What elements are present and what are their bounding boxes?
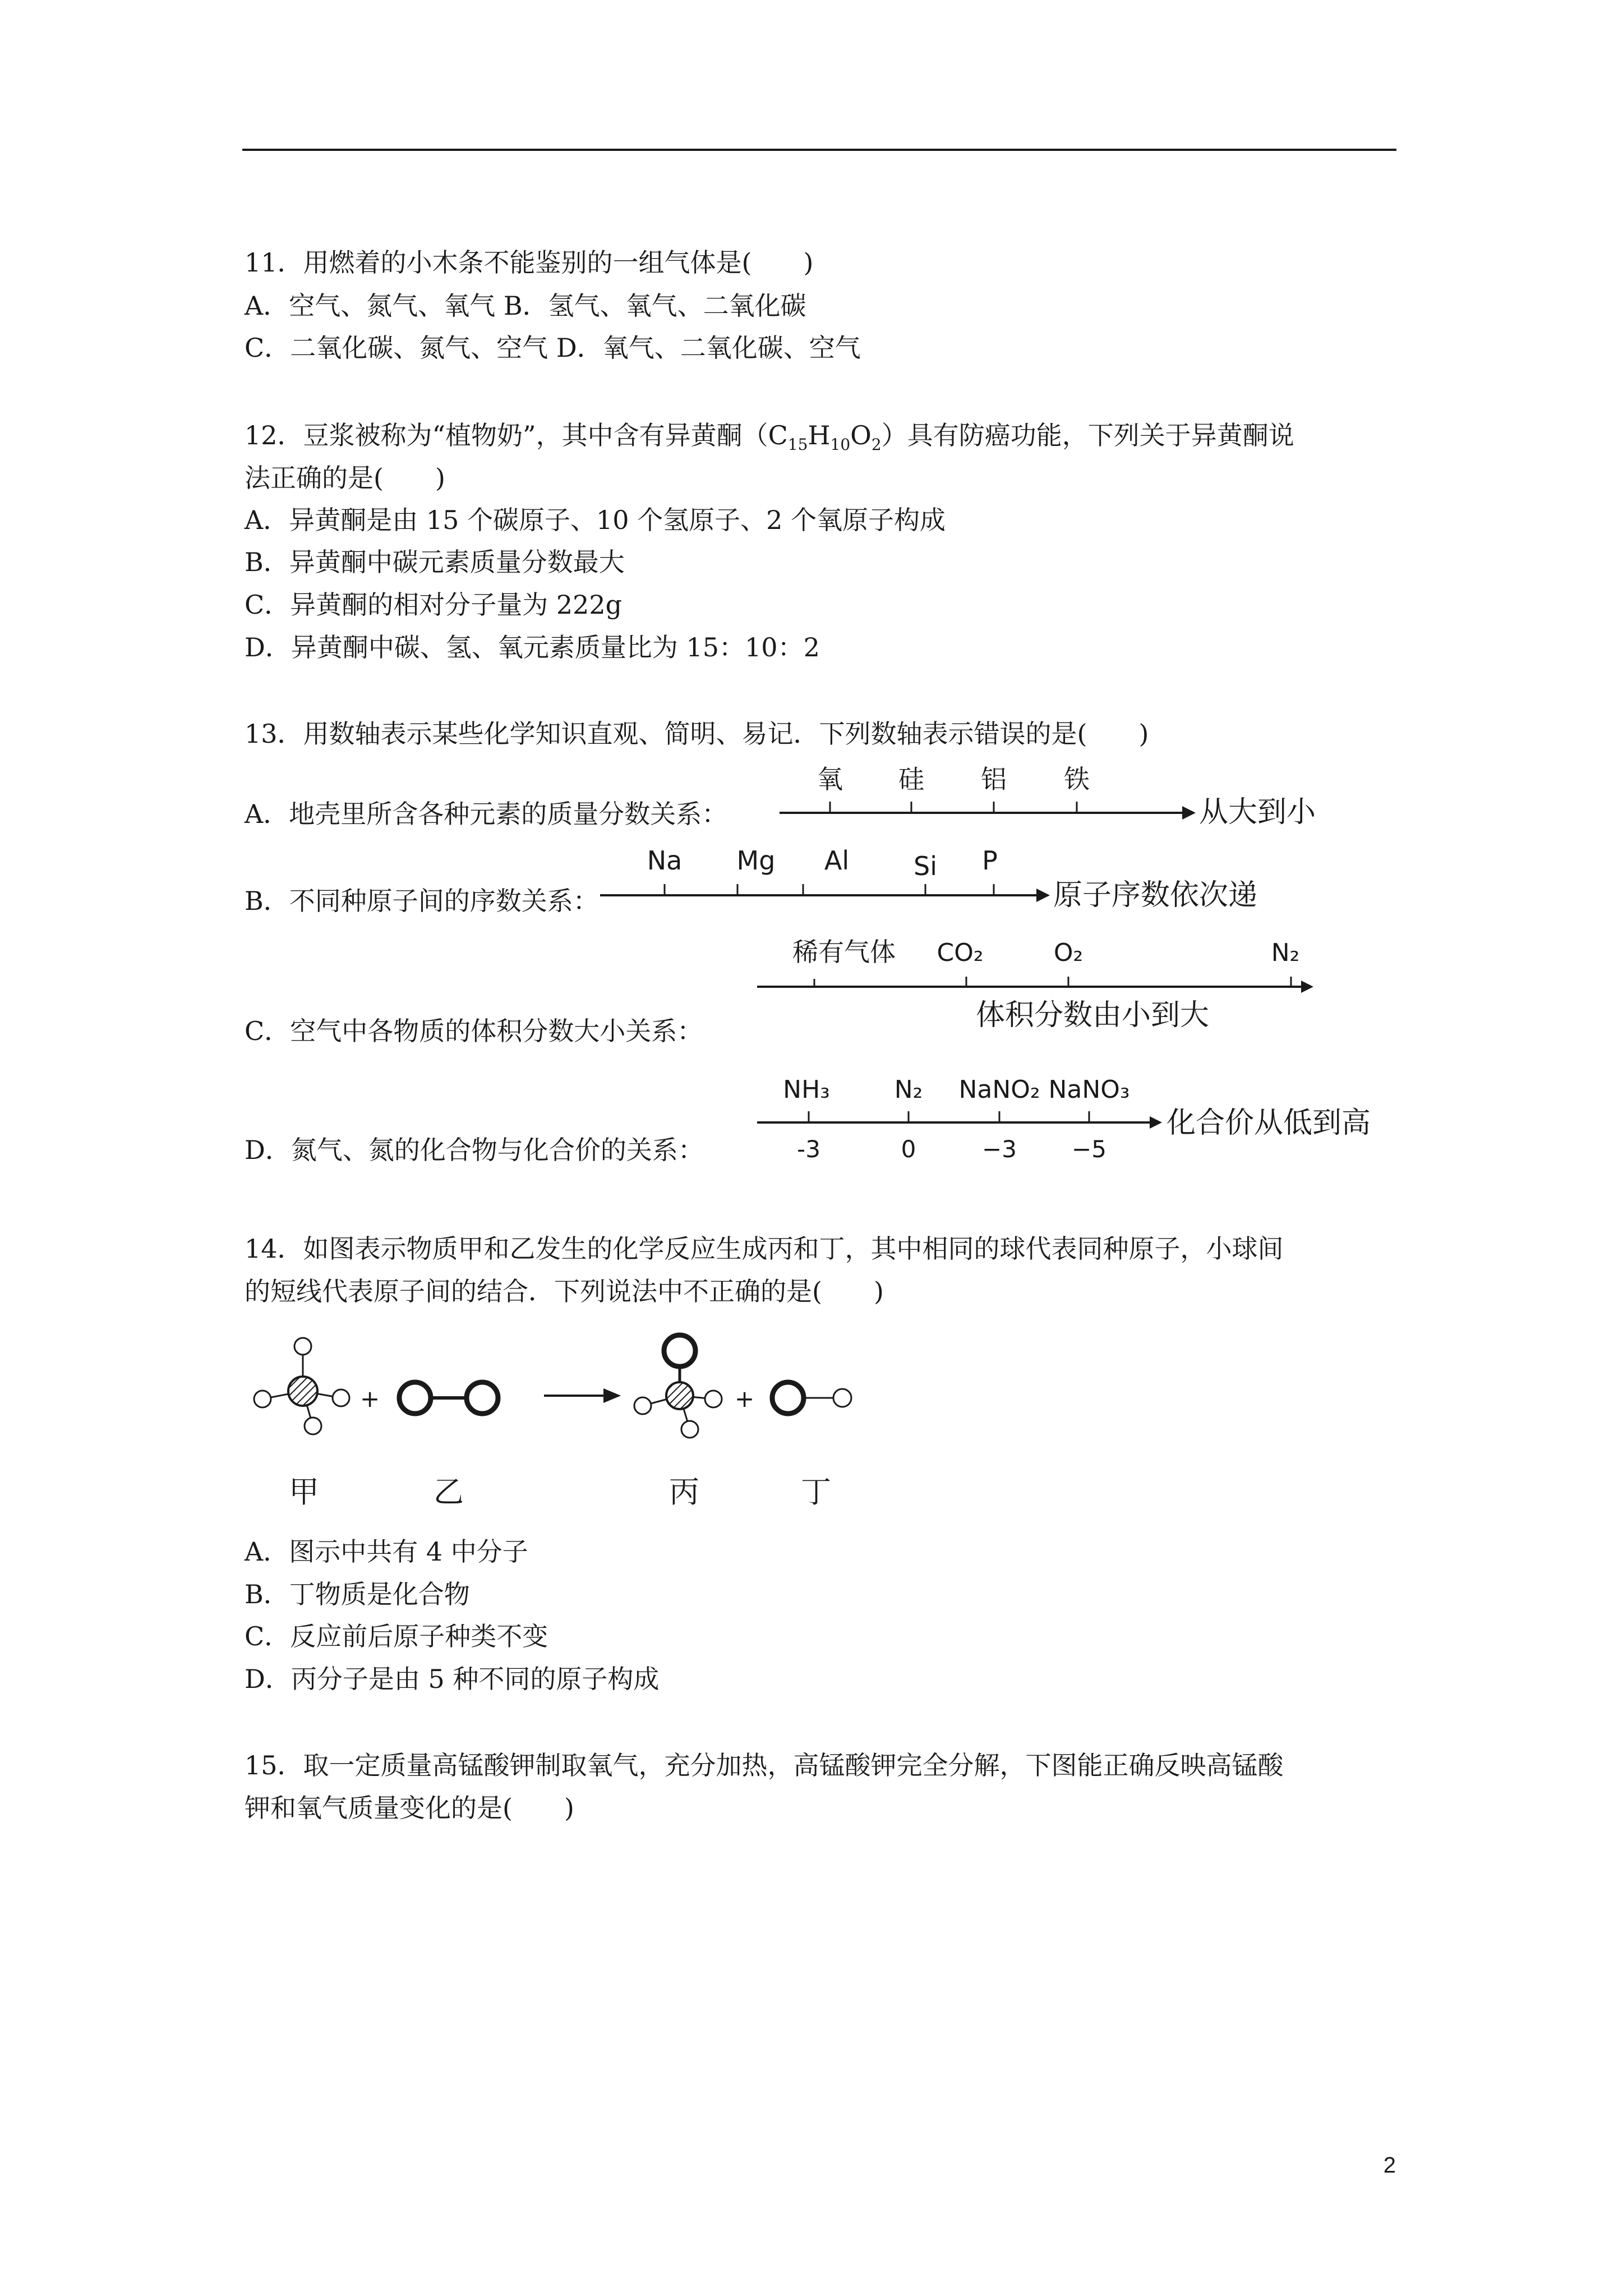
q14-stem-line2: 的短线代表原子间的结合．下列说法中不正确的是( ): [245, 1276, 884, 1306]
q11-stem: 11．用燃着的小木条不能鉴别的一组气体是( ): [245, 247, 814, 278]
q13-b-tick-al: Al: [824, 845, 850, 876]
header-rule: [242, 149, 1396, 151]
q13-stem: 13．用数轴表示某些化学知识直观、简明、易记．下列数轴表示错误的是( ): [245, 719, 1149, 749]
q13-d-tick-nano3: NaNO₃: [1048, 1075, 1130, 1104]
q13-a-tick-oxygen: 氧: [817, 764, 843, 794]
q15-stem-line2: 钾和氧气质量变化的是( ): [245, 1793, 574, 1823]
q13-d-arrow-label: 化合价从低到高: [1166, 1106, 1371, 1140]
q15-stem-line1: 15．取一定质量高锰酸钾制取氧气，充分加热，高锰酸钾完全分解，下图能正确反映高锰酸: [245, 1750, 1284, 1780]
q13-option-a-label: A．地壳里所含各种元素的质量分数关系：: [245, 799, 728, 829]
q13-d-value-nano2: −3: [982, 1135, 1017, 1163]
q14-option-a: A．图示中共有 4 中分子: [245, 1536, 528, 1567]
q11-options-ab: A．空气、氮气、氧气 B．氢气、氧气、二氧化碳: [245, 291, 806, 321]
q13-c-tick-n2: N₂: [1271, 938, 1300, 967]
q11-options-cd: C．二氧化碳、氮气、空气 D．氧气、二氧化碳、空气: [245, 333, 861, 363]
q14-reaction-diagram: [241, 1324, 914, 1515]
q14-molecule-bing: [634, 1335, 722, 1438]
q13-a-tick-aluminum: 铝: [981, 764, 1007, 794]
q14-option-b: B．丁物质是化合物: [245, 1579, 470, 1609]
q12-option-b: B．异黄酮中碳元素质量分数最大: [245, 547, 625, 577]
q13-c-tick-co2: CO₂: [937, 938, 984, 967]
q13-c-tick-o2: O₂: [1053, 938, 1083, 967]
q12-option-c: C．异黄酮的相对分子量为 222g: [245, 590, 623, 620]
q14-plus-1: +: [360, 1385, 380, 1412]
q13-d-tick-nano2: NaNO₂: [958, 1075, 1040, 1104]
q13-b-tick-mg: Mg: [736, 845, 776, 876]
q13-a-tick-silicon: 硅: [898, 764, 924, 794]
q13-option-d-label: D．氮气、氮的化合物与化合价的关系：: [245, 1135, 704, 1165]
q13-c-tick-noble-gas: 稀有气体: [792, 937, 896, 967]
q13-axis-a: [774, 754, 1335, 833]
q13-d-value-nano3: −5: [1072, 1135, 1106, 1163]
q14-label-yi: 乙: [434, 1474, 464, 1510]
q12-stem-line2: 法正确的是( ): [245, 463, 445, 493]
q13-axis-b: [594, 841, 1324, 920]
q14-label-ding: 丁: [801, 1474, 831, 1510]
q13-b-tick-p: P: [982, 845, 998, 876]
q12-option-a: A．异黄酮是由 15 个碳原子、10 个氢原子、2 个氧原子构成: [245, 505, 946, 535]
page-number: 2: [1383, 2153, 1396, 2178]
q13-axis-d: [751, 1063, 1396, 1167]
q13-option-b-label: B．不同种原子间的序数关系：: [245, 886, 599, 916]
q12-option-d: D．异黄酮中碳、氢、氧元素质量比为 15：10：2: [245, 632, 820, 662]
q14-stem-line1: 14．如图表示物质甲和乙发生的化学反应生成丙和丁，其中相同的球代表同种原子，小球间: [245, 1234, 1284, 1264]
q13-d-tick-n2: N₂: [894, 1075, 923, 1104]
q13-option-c-label: C．空气中各物质的体积分数大小关系：: [245, 1016, 703, 1046]
q13-b-tick-na: Na: [647, 845, 683, 876]
q14-molecule-jia: [254, 1338, 349, 1434]
q14-molecule-yi: [399, 1382, 498, 1414]
q13-a-arrow-label: 从大到小: [1199, 795, 1316, 829]
q14-option-d: D．丙分子是由 5 种不同的原子构成: [245, 1664, 660, 1694]
q14-plus-2: +: [735, 1385, 755, 1412]
q13-d-value-n2: 0: [901, 1135, 916, 1163]
q13-b-arrow-label: 原子序数依次递: [1053, 878, 1258, 912]
q13-a-tick-iron: 铁: [1064, 764, 1090, 794]
q13-c-arrow-label: 体积分数由小到大: [976, 999, 1210, 1032]
q14-molecule-ding: [772, 1382, 851, 1414]
q13-b-tick-si: Si: [914, 851, 937, 881]
q14-label-bing: 丙: [669, 1474, 699, 1510]
q13-d-tick-nh3: NH₃: [783, 1075, 830, 1104]
q13-axis-c: [751, 928, 1346, 1035]
q14-label-jia: 甲: [289, 1474, 319, 1510]
q14-reaction-arrow: [544, 1390, 618, 1401]
q12-stem-line1: 12．豆浆被称为“植物奶”，其中含有异黄酮$(C_{15}H_{10}O_2)$具有防癌功能，下列关于异黄酮说: [245, 420, 1294, 454]
q14-option-c: C．反应前后原子种类不变: [245, 1621, 548, 1651]
q13-d-value-nh3: -3: [797, 1135, 820, 1163]
